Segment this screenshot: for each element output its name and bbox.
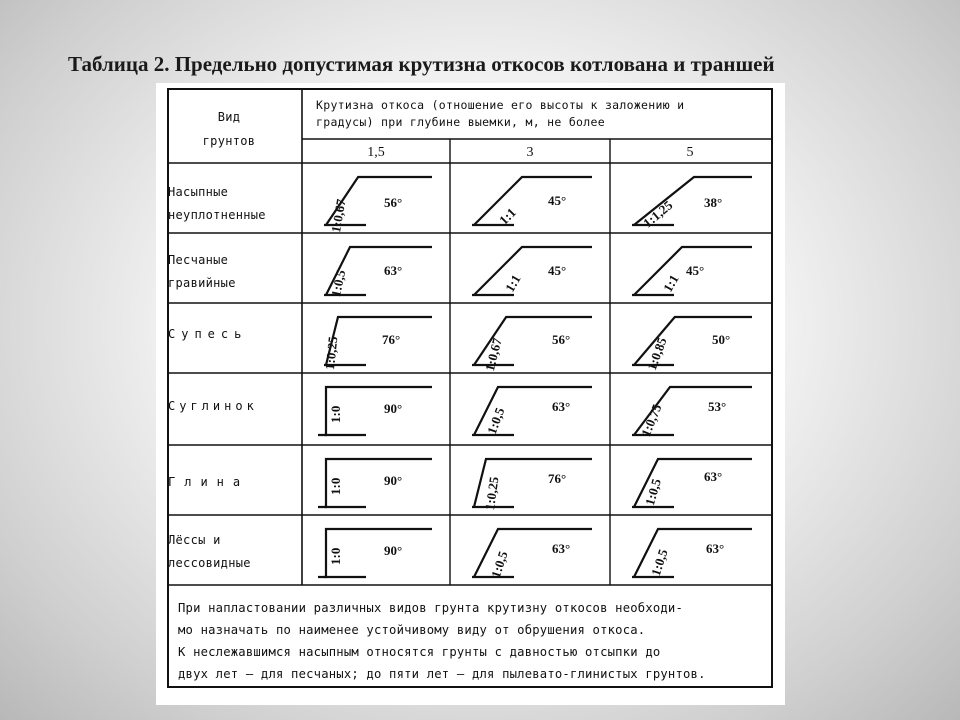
angle-r6-c3: 63° <box>706 541 725 556</box>
soil-row-1-line2: неуплотненные <box>168 208 266 222</box>
slope-profile-r1-c2 <box>474 177 592 225</box>
angle-r3-c3: 50° <box>712 332 731 347</box>
ratio-r4-c2: 1:0,5 <box>484 405 508 437</box>
ratio-r4-c3: 1:0,75 <box>638 401 665 439</box>
soil-row-2 <box>168 249 236 295</box>
slope-profile-r2-c2 <box>474 247 592 295</box>
soil-row-1 <box>168 181 266 227</box>
soil-row-3: Супесь <box>168 327 248 341</box>
ratio-r2-c2: 1:1 <box>502 271 524 295</box>
depth-5: 5 <box>686 145 694 160</box>
angle-r2-c3: 45° <box>686 263 705 278</box>
angle-r5-c2: 76° <box>548 471 567 486</box>
soil-row-6 <box>168 529 251 575</box>
header-soil-type <box>170 105 288 153</box>
header-slope-line2: градусы) при глубине выемки, м, не более <box>316 115 605 129</box>
ratio-r5-c3: 1:0,5 <box>642 476 664 508</box>
note-line-3: К неслежавшимся насыпным относятся грунты с давностью отсыпки до <box>178 645 661 659</box>
angle-r5-c3: 63° <box>704 469 723 484</box>
ratio-r6-c2: 1:0,5 <box>488 549 511 580</box>
ratio-r1-c3: 1:1,25 <box>640 197 676 231</box>
ratio-r1-c2: 1:1 <box>496 204 519 228</box>
ratio-r2-c1: 1:0,5 <box>328 268 349 299</box>
soil-row-1-line1: Насыпные <box>168 185 229 199</box>
angle-r6-c1: 90° <box>384 543 403 558</box>
angle-r2-c1: 63° <box>384 263 403 278</box>
ratio-r6-c3: 1:0,5 <box>648 547 671 578</box>
soil-row-5: Глина <box>168 475 250 489</box>
note-line-1: При напластовании различных видов грунта крутизну откосов необходи- <box>178 601 684 615</box>
angle-r1-c3: 38° <box>704 195 723 210</box>
note-line-4: двух лет — для песчаных; до пяти лет — для пылевато-глинистых грунтов. <box>178 667 706 681</box>
ratio-r3-c1: 1:0,25 <box>322 335 341 371</box>
soil-row-4: Суглинок <box>168 399 258 413</box>
note-line-2: мо назначать по наименее устойчивому виду от обрушения откоса. <box>178 623 646 637</box>
header-slope <box>316 97 766 131</box>
angle-r3-c2: 56° <box>552 332 571 347</box>
ratio-r3-c2: 1:0,67 <box>482 336 505 373</box>
header-soil-type-line1: Вид <box>217 110 241 124</box>
angle-r1-c1: 56° <box>384 195 403 210</box>
ratio-r5-c2: 1:0,25 <box>482 475 502 512</box>
ratio-r1-c1: 1:0,67 <box>328 197 349 234</box>
slope-table-document <box>156 83 785 705</box>
ratio-r5-c1: 1:0 <box>328 477 343 495</box>
ratio-r4-c1: 1:0 <box>328 405 343 423</box>
angle-r6-c2: 63° <box>552 541 571 556</box>
angle-r4-c2: 63° <box>552 399 571 414</box>
angle-r4-c1: 90° <box>384 401 403 416</box>
angle-r3-c1: 76° <box>382 332 401 347</box>
ratio-r2-c3: 1:1 <box>660 271 682 295</box>
soil-row-2-line2: гравийные <box>168 276 236 290</box>
soil-row-6-line2: лессовидные <box>168 556 251 570</box>
angle-r2-c2: 45° <box>548 263 567 278</box>
depth-1-5: 1,5 <box>367 145 385 160</box>
angle-r1-c2: 45° <box>548 193 567 208</box>
ratio-r6-c1: 1:0 <box>328 547 343 565</box>
depth-3: 3 <box>526 145 534 160</box>
soil-row-2-line1: Песчаные <box>168 253 229 267</box>
angle-r5-c1: 90° <box>384 473 403 488</box>
slope-profile-r3-c1 <box>326 317 432 365</box>
header-soil-type-line2: грунтов <box>202 134 256 148</box>
slide-title: Таблица 2. Предельно допустимая крутизна откосов котлована и траншей <box>68 52 775 76</box>
header-slope-line1: Крутизна откоса (отношение его высоты к заложению и <box>316 98 685 112</box>
angle-r4-c3: 53° <box>708 399 727 414</box>
soil-row-6-line1: Лёссы и <box>168 533 221 547</box>
ratio-r3-c3: 1:0,85 <box>644 335 670 373</box>
table-notes <box>178 597 778 685</box>
